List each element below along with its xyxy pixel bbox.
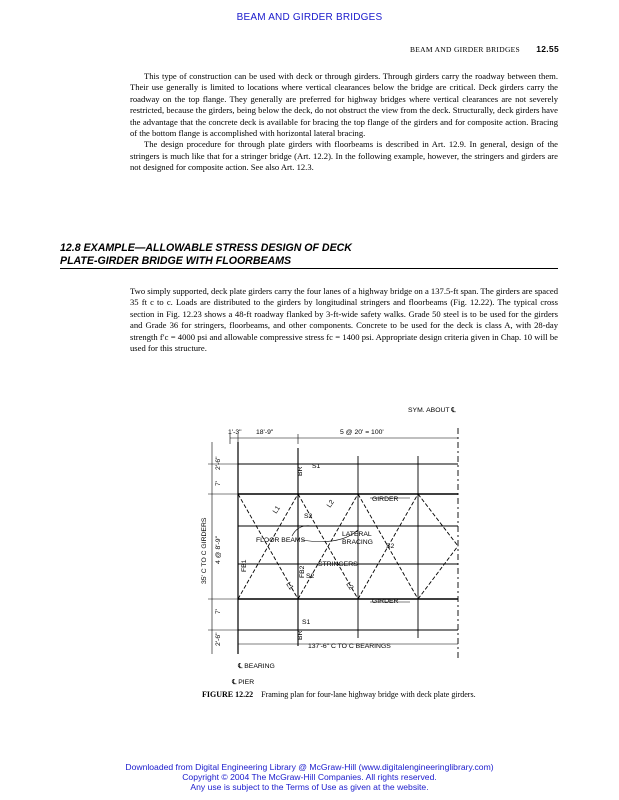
figure-caption-text: Framing plan for four-lane highway bridge with deck plate girders. (261, 690, 476, 699)
sym-label: SYM. ABOUT ℄ (408, 407, 456, 414)
girder-label: GIRDER (372, 496, 399, 503)
girder-label: GIRDER (372, 598, 399, 605)
member-label: S1 (302, 619, 311, 626)
download-footer (0, 762, 619, 792)
member-label: S2 (386, 543, 395, 550)
bearing-rail-label: BR (297, 466, 304, 476)
section-heading-line-2: PLATE-GIRDER BRIDGE WITH FLOORBEAMS (60, 254, 292, 267)
member-label: L2 (344, 581, 355, 592)
page-number: 12.55 (536, 44, 559, 54)
dim-label: 2'-6" (215, 632, 222, 646)
dim-label: 4 @ 8'-9" (215, 536, 222, 564)
dim-label: 7' (215, 608, 222, 614)
intro-text (130, 71, 558, 174)
girders-spacing-label: 35' C TO C GIRDERS (201, 517, 208, 584)
member-label: L1 (271, 504, 282, 516)
dim-label: 2'-6" (215, 456, 222, 470)
floor-beams-label: FLOOR BEAMS (256, 537, 306, 544)
dim-label: 5 @ 20' = 100' (340, 429, 384, 436)
footer-line: Any use is subject to the Terms of Use as given at the website. (190, 782, 429, 792)
figure-caption (202, 690, 522, 700)
floorbeam-label: FB2 (299, 565, 306, 578)
section-text (130, 286, 558, 354)
framing-plan-drawing (180, 398, 480, 688)
framing-plan-figure (180, 398, 480, 688)
bearing-rail-label: BR (297, 630, 304, 640)
span-label: 137'-6" C TO C BEARINGS (308, 643, 391, 650)
dim-label: 7' (215, 480, 222, 486)
bracing-label: BRACING (342, 539, 373, 546)
paragraph: This type of construction can be used with deck or through girders. Through girders carry the roadway between them. Their use generally is limited to locations where vertical clearances below the bridge are critical. Deck girders carry the roadway on the top flange. They generally are preferred for highway bridges where vertical clearances are not severely restricted, because the girders, being below the deck, do not obstruct the view from the deck. Structurally, deck girders have the advantage that the concrete deck is available for bracing the top flange of the girders and for composite action. Bracing of the bottom flange is accomplished with horizontal lateral bracing. (130, 71, 558, 139)
footer-line[interactable]: Downloaded from Digital Engineering Library @ McGraw-Hill (www.digitalengineeringlibrary.com) (125, 762, 494, 772)
paragraph: The design procedure for through plate girders with floorbeams is described in Art. 12.9. In general, design of the stringers is much like that for a stringer bridge (Art. 12.2). In the following example, however, the stringers and girders are not designed for composite action. See also Art. 12.3. (130, 139, 558, 173)
floorbeam-label: FB1 (241, 559, 248, 572)
member-label: S2 (304, 513, 313, 520)
section-heading-line-1: 12.8 EXAMPLE—ALLOWABLE STRESS DESIGN OF DECK (60, 242, 352, 254)
section-heading (60, 242, 558, 269)
page-banner: BEAM AND GIRDER BRIDGES (236, 12, 383, 23)
footer-line: Copyright © 2004 The McGraw-Hill Companies. All rights reserved. (182, 772, 437, 782)
bearing-label: ℄ BEARING (238, 663, 275, 670)
member-label: L2 (325, 498, 336, 510)
figure-number: FIGURE 12.22 (202, 690, 254, 699)
dim-label: 18'-9" (256, 429, 274, 436)
stringers-label: STRINGERS (318, 561, 358, 568)
paragraph: Two simply supported, deck plate girders carry the four lanes of a highway bridge on a 137.5-ft span. The girders are spaced 35 ft c to c. Loads are distributed to the girders by longitudinal stringers and floorbeams (Fig. 12.22). The typical cross section in Fig. 12.23 shows a 48-ft roadway flanked by 3-ft-wide safety walks. Grade 50 steel is to be used for the girders and Grade 36 for stringers, floorbeams, and other components. Concrete to be used for the deck is class A, with 28-day strength f′c = 4000 psi and allowable compressive stress fc = 1400 psi. Appropriate design criteria given in Chap. 10 will be used for this structure. (130, 286, 558, 354)
pier-label: ℄ PIER (232, 679, 255, 686)
member-label: S1 (312, 463, 321, 470)
dim-label: 1'-3" (228, 429, 242, 436)
member-label: S2 (306, 573, 315, 580)
running-head (410, 44, 559, 54)
running-head-title: BEAM AND GIRDER BRIDGES (409, 45, 521, 54)
member-label: L1 (284, 581, 295, 592)
lateral-label: LATERAL (342, 531, 372, 538)
